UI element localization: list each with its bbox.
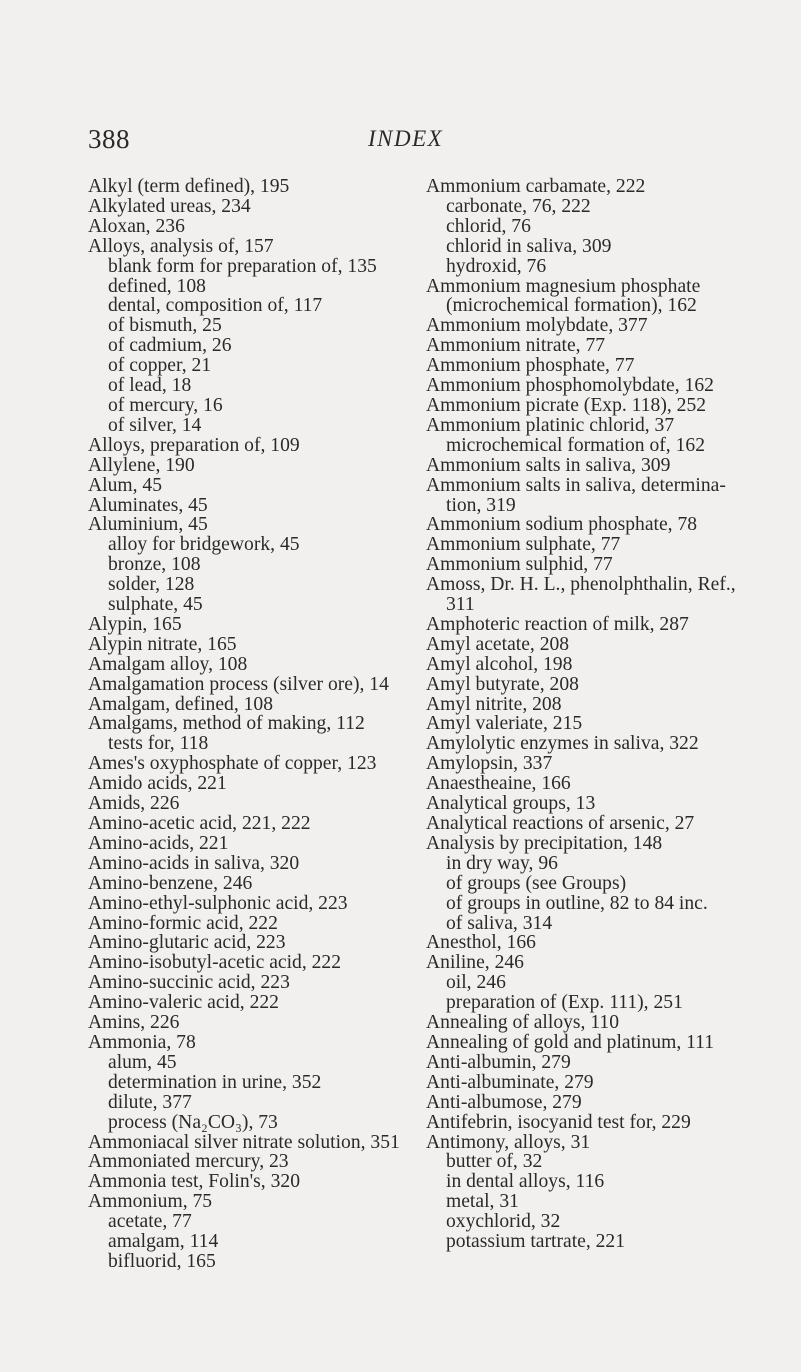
index-subentry: tests for, 118	[108, 733, 209, 755]
index-subentry: of bismuth, 25	[108, 315, 222, 337]
index-entry: Ammoniated mercury, 23	[88, 1151, 289, 1173]
index-entry: Amalgams, method of making, 112	[88, 713, 365, 735]
index-entry: Alloys, analysis of, 157	[88, 235, 274, 257]
index-entry: Alloys, preparation of, 109	[88, 434, 300, 456]
index-entry: Analytical reactions of arsenic, 27	[426, 813, 695, 834]
index-subentry: blank form for preparation of, 135	[108, 255, 377, 277]
index-entry: Anti-albumin, 279	[426, 1051, 571, 1073]
index-entry: Alkylated ureas, 234	[88, 195, 251, 217]
index-entry: Anaestheaine, 166	[426, 773, 571, 795]
index-subentry: of saliva, 314	[446, 912, 553, 934]
index-subentry: of silver, 14	[108, 414, 202, 436]
index-entry: Amoss, Dr. H. L., phenolphthalin, Ref.,	[426, 574, 736, 596]
index-entry: Amphoteric reaction of milk, 287	[426, 613, 689, 635]
index-entry: Ammonium sulphid, 77	[426, 554, 613, 576]
index-entry: Aluminium, 45	[88, 514, 208, 536]
index-entry-continuation: tion, 319	[446, 494, 516, 516]
index-entry: Amalgam, defined, 108	[88, 693, 274, 715]
index-entry: Ammoniacal silver nitrate solution, 351	[88, 1131, 400, 1153]
page-title: INDEX	[368, 126, 444, 151]
index-entry: Annealing of gold and platinum, 111	[426, 1031, 715, 1053]
index-entry: Amino-benzene, 246	[88, 872, 253, 894]
index-subentry: acetate, 77	[108, 1211, 192, 1233]
index-subentry: preparation of (Exp. 111), 251	[446, 992, 683, 1014]
index-entry: Amins, 226	[88, 1012, 180, 1034]
index-entry: Amino-acids, 221	[88, 832, 229, 854]
index-subentry: sulphate, 45	[108, 594, 203, 616]
index-subentry: chlorid in saliva, 309	[446, 235, 612, 257]
index-column-right	[426, 177, 778, 1252]
index-entry: Ammonium sulphate, 77	[426, 534, 621, 556]
index-subentry: hydroxid, 76	[446, 255, 547, 277]
index-entry-continuation: (microchemical formation), 162	[446, 295, 697, 317]
index-entry: Amino-formic acid, 222	[88, 912, 278, 934]
index-entry: Antifebrin, isocyanid test for, 229	[426, 1111, 691, 1133]
index-subentry: potassium tartrate, 221	[446, 1231, 626, 1253]
index-subentry: dilute, 377	[108, 1091, 192, 1113]
index-entry: Amyl valeriate, 215	[426, 713, 583, 735]
index-subentry: alloy for bridgework, 45	[108, 534, 300, 556]
index-entry: Ammonium, 75	[88, 1191, 213, 1213]
index-entry: Antimony, alloys, 31	[426, 1131, 591, 1153]
index-entry: Alum, 45	[88, 474, 163, 496]
index-entry: Amylopsin, 337	[426, 753, 553, 775]
index-entry: Ammonium salts in saliva, 309	[426, 454, 671, 476]
index-subentry: bronze, 108	[108, 554, 201, 576]
index-entry: Amalgamation process (silver ore), 14	[88, 673, 389, 695]
index-entry: Ammonium sodium phosphate, 78	[426, 514, 698, 536]
index-entry: Annealing of alloys, 110	[426, 1012, 620, 1034]
index-entry: Ammonium phosphate, 77	[426, 355, 635, 377]
index-entry: Alypin nitrate, 165	[88, 633, 237, 655]
index-entry: Amino-acetic acid, 221, 222	[88, 813, 311, 834]
index-entry: Amino-glutaric acid, 223	[88, 932, 286, 954]
index-entry: Amino-succinic acid, 223	[88, 972, 290, 994]
index-entry: Ammonium nitrate, 77	[426, 335, 606, 357]
index-entry: Ammonium molybdate, 377	[426, 315, 648, 337]
index-subentry: oxychlorid, 32	[446, 1211, 561, 1233]
index-entry: Ames's oxyphosphate of copper, 123	[88, 753, 377, 775]
index-subentry: of groups (see Groups)	[446, 872, 627, 894]
index-entry: Amino-ethyl-sulphonic acid, 223	[88, 892, 348, 914]
index-subentry: defined, 108	[108, 275, 206, 297]
index-subentry: determination in urine, 352	[108, 1071, 322, 1093]
index-entry: Anesthol, 166	[426, 932, 536, 954]
index-entry: Ammonium magnesium phosphate	[426, 275, 701, 297]
index-entry: Amino-isobutyl-acetic acid, 222	[88, 952, 342, 974]
index-entry: Ammonia test, Folin's, 320	[88, 1171, 300, 1193]
index-subentry: butter of, 32	[446, 1151, 543, 1173]
index-entry: Ammonia, 78	[88, 1031, 196, 1053]
index-entry: Analysis by precipitation, 148	[426, 832, 663, 854]
index-entry: Ammonium platinic chlorid, 37	[426, 414, 675, 436]
index-entry: Alkyl (term defined), 195	[88, 176, 290, 197]
index-subentry: bifluorid, 165	[108, 1250, 216, 1272]
index-entry: Analytical groups, 13	[426, 793, 596, 815]
index-entry: Amino-valeric acid, 222	[88, 992, 279, 1014]
index-entry: Amylolytic enzymes in saliva, 322	[426, 733, 699, 755]
index-subentry: carbonate, 76, 222	[446, 195, 591, 217]
index-subentry: oil, 246	[446, 972, 506, 994]
index-entry: Amino-acids in saliva, 320	[88, 852, 300, 874]
index-entry: Amyl butyrate, 208	[426, 673, 579, 695]
index-entry: Anti-albuminate, 279	[426, 1071, 594, 1093]
index-entry-continuation: 311	[446, 594, 475, 616]
index-subentry: microchemical formation of, 162	[446, 434, 705, 456]
index-entry: Allylene, 190	[88, 454, 195, 476]
page-number: 388	[88, 124, 130, 154]
index-entry: Anti-albumose, 279	[426, 1091, 582, 1113]
index-subentry: alum, 45	[108, 1051, 177, 1073]
index-entry: Amids, 226	[88, 793, 180, 815]
index-subentry: solder, 128	[108, 574, 195, 596]
index-entry: Aluminates, 45	[88, 494, 208, 516]
index-subentry: process (Na₂CO₃), 73	[108, 1111, 278, 1133]
index-subentry: of lead, 18	[108, 375, 192, 397]
index-entry: Ammonium salts in saliva, determina-	[426, 474, 726, 496]
index-entry: Aloxan, 236	[88, 215, 185, 237]
index-subentry: of cadmium, 26	[108, 335, 232, 357]
index-entry: Amido acids, 221	[88, 773, 227, 795]
index-entry: Amyl acetate, 208	[426, 633, 570, 655]
index-entry: Alypin, 165	[88, 613, 182, 635]
index-entry: Ammonium phosphomolybdate, 162	[426, 375, 714, 397]
index-subentry: of groups in outline, 82 to 84 inc.	[446, 892, 708, 914]
index-subentry: of copper, 21	[108, 355, 212, 377]
index-entry: Aniline, 246	[426, 952, 524, 974]
index-subentry: amalgam, 114	[108, 1231, 219, 1253]
index-subentry: in dental alloys, 116	[446, 1171, 605, 1193]
index-subentry: chlorid, 76	[446, 215, 531, 237]
index-subentry: in dry way, 96	[446, 852, 558, 874]
index-column-left	[88, 177, 418, 1272]
index-entry: Amalgam alloy, 108	[88, 653, 248, 675]
index-entry: Amyl nitrite, 208	[426, 693, 562, 715]
index-subentry: of mercury, 16	[108, 394, 223, 416]
index-entry: Ammonium picrate (Exp. 118), 252	[426, 394, 707, 416]
index-entry: Amyl alcohol, 198	[426, 653, 573, 675]
index-subentry: metal, 31	[446, 1191, 519, 1213]
index-entry: Ammonium carbamate, 222	[426, 176, 646, 197]
index-subentry: dental, composition of, 117	[108, 295, 323, 317]
